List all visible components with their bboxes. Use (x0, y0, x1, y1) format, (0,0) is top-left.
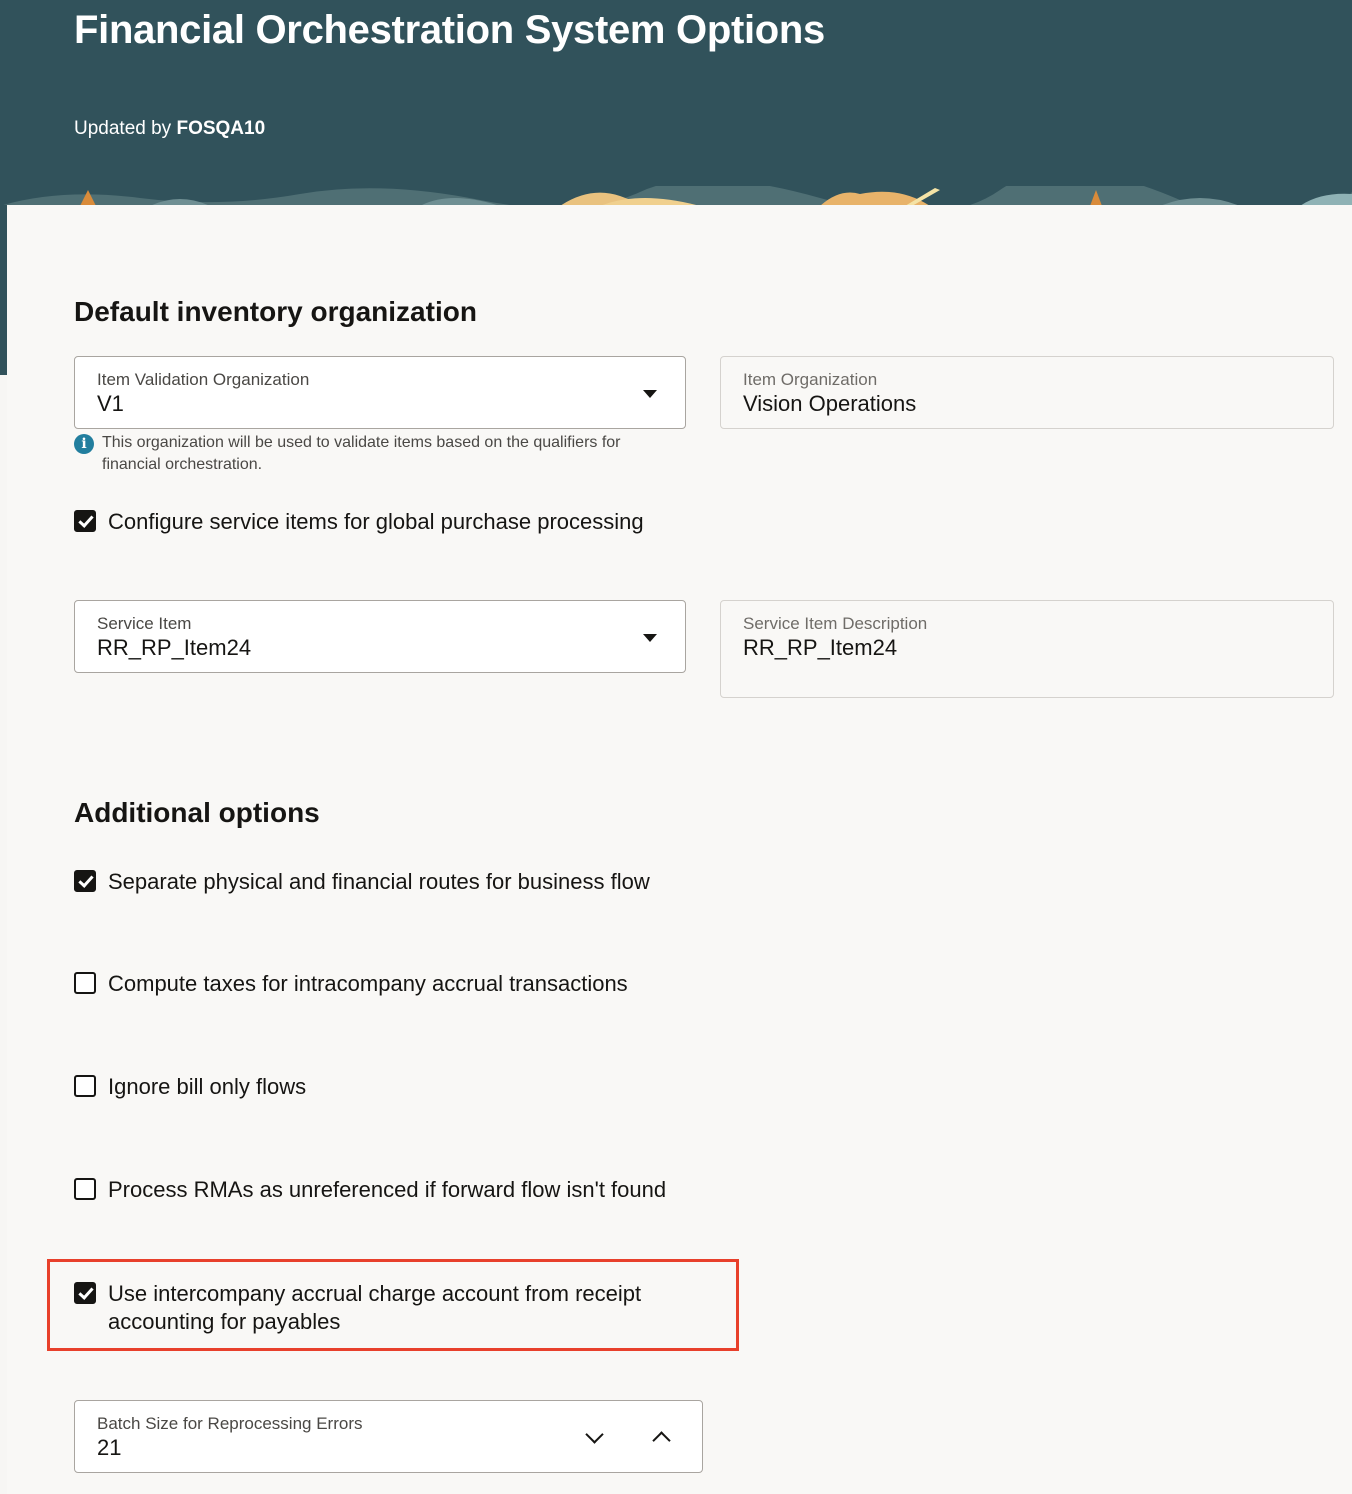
chevron-up-icon[interactable] (652, 1431, 670, 1449)
service-item-description-field (720, 600, 1334, 698)
header-left-strip (0, 205, 7, 375)
item-validation-organization-label: Item Validation Organization (97, 370, 310, 389)
chevron-down-icon[interactable] (643, 634, 657, 642)
ignore-bill-only-checkbox[interactable] (74, 1075, 96, 1097)
header-decoration (0, 186, 1352, 205)
process-rmas-checkbox[interactable] (74, 1178, 96, 1200)
section-title-additional-options: Additional options (74, 797, 320, 828)
configure-service-items-label[interactable]: Configure service items for global purchase processing (108, 509, 644, 534)
service-item-select[interactable] (74, 600, 686, 673)
configure-service-items-checkbox[interactable] (74, 510, 96, 532)
item-organization-value: Vision Operations (743, 391, 917, 416)
compute-taxes-label[interactable]: Compute taxes for intracompany accrual transactions (108, 971, 628, 996)
use-intercompany-accrual-label-line2[interactable]: accounting for payables (108, 1309, 341, 1334)
item-organization-label: Item Organization (743, 370, 878, 389)
chevron-down-icon[interactable] (643, 390, 657, 398)
process-rmas-label[interactable]: Process RMAs as unreferenced if forward flow isn't found (108, 1177, 667, 1202)
page-header (0, 0, 1352, 205)
chevron-down-icon[interactable] (585, 1425, 603, 1443)
use-intercompany-accrual-label-line1[interactable]: Use intercompany accrual charge account from receipt (108, 1281, 642, 1306)
item-organization-field (720, 356, 1334, 429)
batch-size-value[interactable]: 21 (97, 1435, 122, 1460)
service-item-description-label: Service Item Description (743, 614, 928, 633)
service-item-value: RR_RP_Item24 (97, 635, 252, 660)
service-item-label: Service Item (97, 614, 192, 633)
page-title: Financial Orchestration System Options (74, 8, 826, 52)
help-text: This organization will be used to validate items based on the qualifiers for financial orchestration. (102, 434, 621, 473)
item-validation-organization-value: V1 (97, 391, 124, 416)
separate-routes-checkbox[interactable] (74, 870, 96, 892)
section-title-default-inventory: Default inventory organization (74, 296, 477, 327)
compute-taxes-checkbox[interactable] (74, 972, 96, 994)
ignore-bill-only-label[interactable]: Ignore bill only flows (108, 1074, 307, 1099)
item-validation-organization-select[interactable] (74, 356, 686, 429)
info-icon: i (74, 434, 94, 454)
updated-by-user: FOSQA10 (176, 118, 266, 139)
service-item-description-value: RR_RP_Item24 (743, 635, 898, 660)
updated-by-prefix: Updated by (74, 118, 172, 139)
batch-size-label: Batch Size for Reprocessing Errors (97, 1414, 363, 1433)
batch-size-stepper[interactable] (74, 1400, 703, 1473)
use-intercompany-accrual-checkbox[interactable] (74, 1282, 96, 1304)
separate-routes-label[interactable]: Separate physical and financial routes for business flow (108, 869, 650, 894)
updated-by (74, 118, 265, 140)
